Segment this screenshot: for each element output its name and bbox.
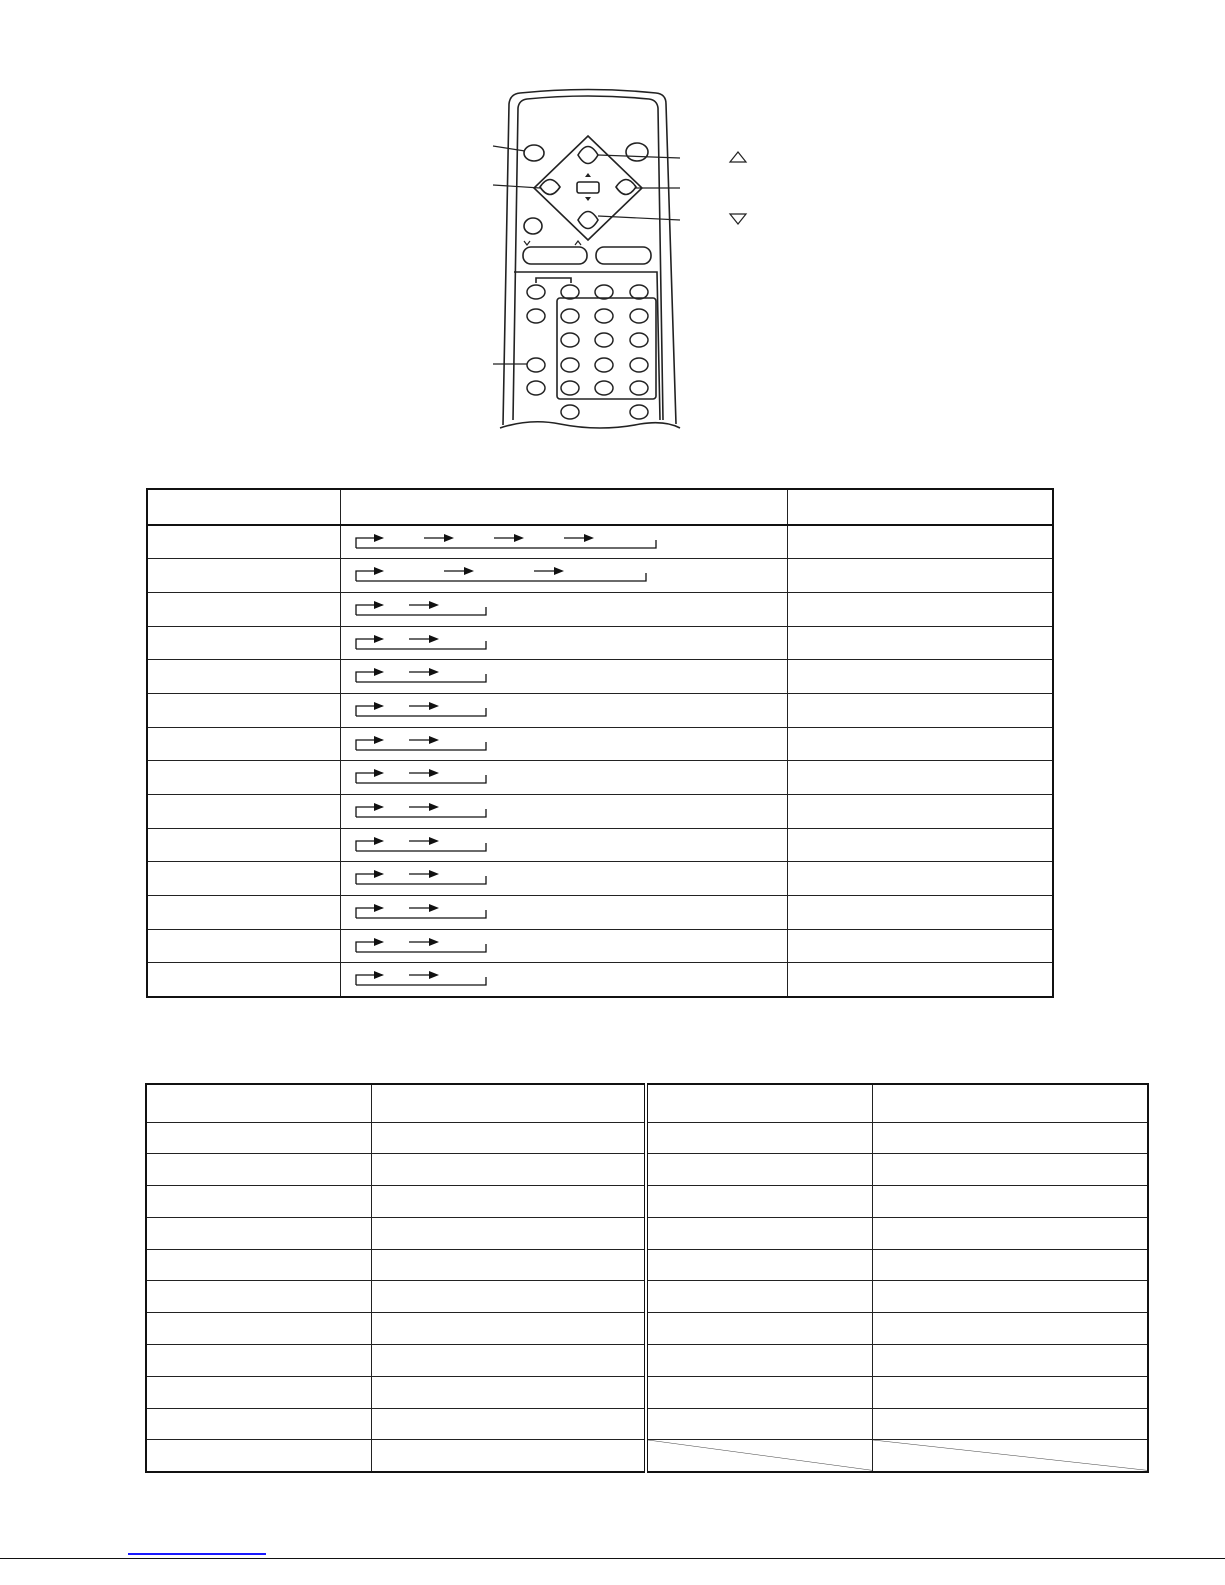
table-row xyxy=(147,693,1053,727)
table-cell xyxy=(372,1313,647,1345)
table-cell xyxy=(372,1249,647,1281)
table-row xyxy=(146,1217,1148,1249)
left-small-button xyxy=(524,218,542,234)
triangle-up-icon xyxy=(730,152,746,162)
table-cell xyxy=(146,1249,372,1281)
cycle-start-line xyxy=(356,942,376,952)
mode-name-cell xyxy=(147,795,341,829)
cycle-sequence-diagram xyxy=(341,627,787,661)
mode-name-cell xyxy=(147,592,341,626)
table-cell xyxy=(146,1186,372,1218)
sequence-arrow-icon xyxy=(429,803,439,811)
table-cell xyxy=(873,1249,1149,1281)
sequence-arrow-icon xyxy=(554,567,564,575)
cycle-start-line xyxy=(356,605,376,615)
sequence-arrow-icon xyxy=(374,567,384,575)
table-cell xyxy=(146,1154,372,1186)
table-cell xyxy=(646,1154,873,1186)
table-header-row xyxy=(147,489,1053,525)
sequence-arrow-icon xyxy=(374,668,384,676)
table-cell xyxy=(873,1345,1149,1377)
mode-name-cell xyxy=(147,660,341,694)
mode-name-cell xyxy=(147,862,341,896)
cycle-start-line xyxy=(356,874,376,884)
keypad-button xyxy=(595,358,613,372)
table-cell xyxy=(372,1281,647,1313)
keypad-button xyxy=(527,309,545,323)
note-cell xyxy=(788,660,1054,694)
sequence-arrow-icon xyxy=(429,635,439,643)
cycle-start-line xyxy=(356,975,376,985)
cycle-sequence-diagram xyxy=(341,829,787,863)
power-button xyxy=(524,145,544,161)
triangle-down-icon xyxy=(730,214,746,224)
cycle-start-line xyxy=(356,538,376,548)
table-cell xyxy=(372,1154,647,1186)
table-cell xyxy=(372,1345,647,1377)
nav-right-button xyxy=(616,180,636,195)
table-cell xyxy=(146,1281,372,1313)
note-cell xyxy=(788,727,1054,761)
cycle-return-line xyxy=(356,540,656,548)
sequence-arrow-icon xyxy=(374,904,384,912)
header-cell xyxy=(372,1084,647,1122)
sequence-arrow-icon xyxy=(374,971,384,979)
table-cell xyxy=(873,1217,1149,1249)
table-row xyxy=(147,559,1053,593)
keypad-button xyxy=(527,358,545,372)
mode-name-cell xyxy=(147,559,341,593)
sequence-arrow-icon xyxy=(464,567,474,575)
table-cell xyxy=(646,1186,873,1218)
table-row xyxy=(147,896,1053,930)
cycle-start-line xyxy=(356,773,376,783)
table-cell xyxy=(146,1313,372,1345)
sequence-arrow-icon xyxy=(374,803,384,811)
table-row xyxy=(147,929,1053,963)
sequence-cell xyxy=(341,761,788,795)
cycle-start-line xyxy=(356,706,376,716)
table-row xyxy=(147,525,1053,559)
cycle-start-line xyxy=(356,571,376,581)
sequence-arrow-icon xyxy=(429,938,439,946)
table-row xyxy=(147,727,1053,761)
table-cell xyxy=(646,1217,873,1249)
table-row xyxy=(146,1249,1148,1281)
sequence-arrow-icon xyxy=(374,601,384,609)
table-cell xyxy=(146,1345,372,1377)
cycle-start-line xyxy=(356,908,376,918)
cycle-return-line xyxy=(356,573,646,581)
nav-center-down-mark xyxy=(585,197,591,201)
table-cell xyxy=(372,1376,647,1408)
table-cell xyxy=(372,1186,647,1218)
keypad-button xyxy=(561,333,579,347)
sequence-arrow-icon xyxy=(429,601,439,609)
sequence-cell xyxy=(341,626,788,660)
remote-control-illustration xyxy=(480,85,780,435)
sequence-arrow-icon xyxy=(429,870,439,878)
table-cell xyxy=(146,1122,372,1154)
keypad-button xyxy=(630,285,648,299)
sequence-arrow-icon xyxy=(374,534,384,542)
header-cell xyxy=(146,1084,372,1122)
cycle-sequence-diagram xyxy=(341,896,787,930)
nav-left-button xyxy=(540,180,560,195)
table-row xyxy=(146,1186,1148,1218)
sequence-cell xyxy=(341,896,788,930)
empty-slashed-cell xyxy=(873,1440,1149,1472)
table-cell xyxy=(873,1122,1149,1154)
keypad-button xyxy=(630,405,648,419)
cycle-sequence-diagram xyxy=(341,559,787,593)
numeric-keypad-frame xyxy=(557,298,656,399)
sequence-arrow-icon xyxy=(374,702,384,710)
sequence-arrow-icon xyxy=(429,837,439,845)
keypad-button xyxy=(630,358,648,372)
keypad-button xyxy=(527,381,545,395)
cycle-sequence-diagram xyxy=(341,593,787,627)
cycle-sequence-diagram xyxy=(341,660,787,694)
cycle-start-line xyxy=(356,672,376,682)
mode-name-cell xyxy=(147,828,341,862)
sequence-arrow-icon xyxy=(429,971,439,979)
diagonal-slash xyxy=(648,1440,872,1470)
sequence-cell xyxy=(341,963,788,997)
cycle-start-line xyxy=(356,740,376,750)
settings-table xyxy=(145,1083,1149,1473)
cycle-sequence-diagram xyxy=(341,526,787,560)
keypad-button xyxy=(595,309,613,323)
keypad-button xyxy=(561,285,579,299)
sequence-arrow-icon xyxy=(374,870,384,878)
sequence-arrow-icon xyxy=(444,534,454,542)
sequence-cell xyxy=(341,727,788,761)
table-cell xyxy=(873,1313,1149,1345)
note-cell xyxy=(788,626,1054,660)
keypad-button xyxy=(630,381,648,395)
table-row xyxy=(147,660,1053,694)
table-cell xyxy=(873,1154,1149,1186)
sequence-cell xyxy=(341,862,788,896)
table-cell xyxy=(146,1376,372,1408)
table-cell xyxy=(646,1122,873,1154)
table-cell xyxy=(146,1217,372,1249)
table-cell xyxy=(646,1376,873,1408)
sequence-arrow-icon xyxy=(584,534,594,542)
keypad-button xyxy=(561,405,579,419)
table-cell xyxy=(646,1408,873,1440)
note-cell xyxy=(788,693,1054,727)
remote-body xyxy=(503,90,676,426)
mode-name-cell xyxy=(147,929,341,963)
ch-up-mark xyxy=(575,241,581,245)
sequence-arrow-icon xyxy=(374,938,384,946)
diagonal-slash xyxy=(873,1440,1147,1470)
header-cell xyxy=(341,489,788,525)
mode-name-cell xyxy=(147,963,341,997)
note-cell xyxy=(788,559,1054,593)
table-cell xyxy=(873,1408,1149,1440)
table-cell xyxy=(372,1122,647,1154)
table-cell xyxy=(646,1345,873,1377)
table-row xyxy=(146,1313,1148,1345)
keypad-button xyxy=(595,333,613,347)
top-right-button xyxy=(626,143,648,161)
table-row xyxy=(147,592,1053,626)
ch-down-mark xyxy=(524,241,530,245)
sequence-arrow-icon xyxy=(429,769,439,777)
sequence-arrow-icon xyxy=(374,837,384,845)
note-cell xyxy=(788,761,1054,795)
cycle-sequence-diagram xyxy=(341,862,787,896)
cycle-start-line xyxy=(356,807,376,817)
keypad-button xyxy=(561,381,579,395)
note-cell xyxy=(788,828,1054,862)
table-cell xyxy=(372,1408,647,1440)
header-cell xyxy=(646,1084,873,1122)
sequence-arrow-icon xyxy=(374,736,384,744)
note-cell xyxy=(788,963,1054,997)
table-row xyxy=(146,1376,1148,1408)
note-cell xyxy=(788,862,1054,896)
table-row xyxy=(146,1281,1148,1313)
sequence-arrow-icon xyxy=(429,702,439,710)
sequence-cell xyxy=(341,929,788,963)
nav-center-button xyxy=(577,182,599,193)
cycle-sequence-diagram xyxy=(341,795,787,829)
mode-name-cell xyxy=(147,727,341,761)
header-cell xyxy=(873,1084,1149,1122)
table-cell xyxy=(873,1186,1149,1218)
cycle-start-line xyxy=(356,841,376,851)
nav-center-up-mark xyxy=(585,173,591,177)
note-cell xyxy=(788,929,1054,963)
table-cell xyxy=(646,1281,873,1313)
note-cell xyxy=(788,525,1054,559)
nav-down-button xyxy=(578,212,598,229)
table-cell xyxy=(372,1217,647,1249)
mode-name-cell xyxy=(147,761,341,795)
table-row xyxy=(146,1408,1148,1440)
note-cell xyxy=(788,795,1054,829)
keypad-button xyxy=(630,333,648,347)
mode-name-cell xyxy=(147,896,341,930)
mode-name-cell xyxy=(147,693,341,727)
sequence-cell xyxy=(341,693,788,727)
remote-bottom-cut xyxy=(500,422,680,428)
sequence-cell xyxy=(341,795,788,829)
nav-up-button xyxy=(578,147,598,164)
table-row xyxy=(147,626,1053,660)
header-cell xyxy=(147,489,341,525)
note-cell xyxy=(788,896,1054,930)
table-row xyxy=(146,1345,1148,1377)
table-header-row xyxy=(146,1084,1148,1122)
footer-link-underline[interactable] xyxy=(128,1553,266,1555)
cycle-sequence-diagram xyxy=(341,728,787,762)
cycle-start-line xyxy=(356,639,376,649)
keypad-button xyxy=(630,309,648,323)
table-cell xyxy=(646,1313,873,1345)
note-cell xyxy=(788,592,1054,626)
table-cell xyxy=(646,1249,873,1281)
table-cell xyxy=(873,1281,1149,1313)
table-row xyxy=(147,963,1053,997)
keypad-button xyxy=(561,309,579,323)
cycle-sequence-diagram xyxy=(341,930,787,964)
keypad-button xyxy=(527,285,545,299)
sequence-arrow-icon xyxy=(429,668,439,676)
keypad-button xyxy=(595,381,613,395)
cycle-sequence-diagram xyxy=(341,963,787,997)
sequence-arrow-icon xyxy=(374,635,384,643)
table-row xyxy=(146,1440,1148,1472)
sequence-cell xyxy=(341,660,788,694)
sequence-cell xyxy=(341,559,788,593)
footer-rule xyxy=(0,1558,1225,1559)
table-cell xyxy=(146,1440,372,1472)
table-cell xyxy=(146,1408,372,1440)
sequence-cell xyxy=(341,525,788,559)
wide-button-right xyxy=(596,247,651,264)
table-row xyxy=(147,761,1053,795)
sequence-arrow-icon xyxy=(514,534,524,542)
table-row xyxy=(147,862,1053,896)
table-row xyxy=(146,1122,1148,1154)
sequence-arrow-icon xyxy=(429,736,439,744)
sequence-cell xyxy=(341,828,788,862)
table-row xyxy=(147,828,1053,862)
mode-name-cell xyxy=(147,525,341,559)
mode-name-cell xyxy=(147,626,341,660)
mode-sequence-table xyxy=(146,488,1054,998)
sequence-arrow-icon xyxy=(429,904,439,912)
table-cell xyxy=(873,1376,1149,1408)
wide-button-left xyxy=(523,247,587,264)
keypad-button xyxy=(595,285,613,299)
table-row xyxy=(147,795,1053,829)
cycle-sequence-diagram xyxy=(341,761,787,795)
cycle-sequence-diagram xyxy=(341,694,787,728)
sequence-arrow-icon xyxy=(374,769,384,777)
sequence-cell xyxy=(341,592,788,626)
header-cell xyxy=(788,489,1054,525)
table-cell xyxy=(372,1440,647,1472)
table-row xyxy=(146,1154,1148,1186)
keypad-button xyxy=(561,358,579,372)
empty-slashed-cell xyxy=(646,1440,873,1472)
